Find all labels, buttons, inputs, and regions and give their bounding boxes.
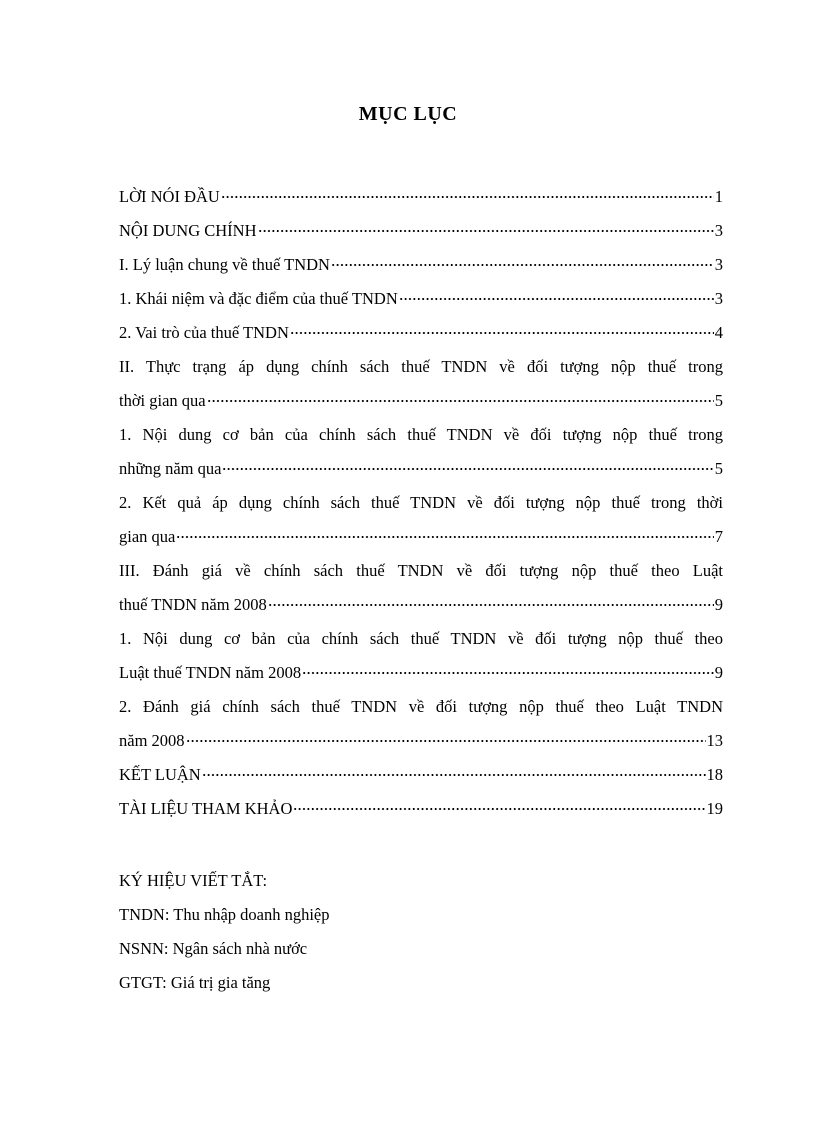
dot-leader: [290, 332, 714, 334]
dot-leader: [221, 196, 714, 198]
toc-entry-line: [119, 724, 723, 758]
abbreviation-list: [119, 864, 330, 1000]
toc-page-number: 7: [714, 527, 723, 546]
toc-entry-title-line: 1. Nội dung cơ bản của chính sách thuế TNDN về đối tượng nộp thuế theo: [119, 629, 723, 648]
toc-entry-title-line: II. Thực trạng áp dụng chính sách thuế TNDN về đối tượng nộp thuế trong: [119, 357, 723, 376]
toc-entry-title-line: III. Đánh giá về chính sách thuế TNDN về đối tượng nộp thuế theo Luật: [119, 561, 723, 580]
toc-entry-title: TÀI LIỆU THAM KHẢO: [119, 799, 293, 818]
dot-leader: [268, 604, 714, 606]
toc-entry-title-line: 2. Kết quả áp dụng chính sách thuế TNDN về đối tượng nộp thuế trong thời: [119, 493, 723, 512]
toc-entry-title: thời gian qua: [119, 391, 206, 410]
toc-entry[interactable]: [119, 622, 723, 690]
dot-leader: [207, 400, 714, 402]
toc-page-number: 3: [714, 221, 723, 240]
toc-entry-title: LỜI NÓI ĐẦU: [119, 187, 220, 206]
dot-leader: [293, 808, 705, 810]
dot-leader: [176, 536, 713, 538]
abbreviation-item: TNDN: Thu nhập doanh nghiệp: [119, 905, 330, 924]
abbreviation-item: GTGT: Giá trị gia tăng: [119, 973, 271, 992]
toc-entry-title: I. Lý luận chung về thuế TNDN: [119, 255, 330, 274]
toc-page-number: 9: [714, 663, 723, 682]
toc-entry-line: [119, 316, 723, 350]
toc-entry-line: [119, 214, 723, 248]
dot-leader: [399, 298, 714, 300]
toc-page-number: 3: [714, 255, 723, 274]
toc-page-number: 9: [714, 595, 723, 614]
abbreviation-item: NSNN: Ngân sách nhà nước: [119, 939, 308, 958]
toc-entry-line: [119, 792, 723, 826]
abbreviation-heading: KÝ HIỆU VIẾT TẮT:: [119, 871, 268, 890]
toc-page-number: 5: [714, 459, 723, 478]
toc-entry[interactable]: [119, 180, 723, 214]
toc-entry-title: gian qua: [119, 527, 176, 546]
toc-entry-title: KẾT LUẬN: [119, 765, 201, 784]
toc-entry-title: năm 2008: [119, 731, 185, 750]
toc-page-number: 5: [714, 391, 723, 410]
dot-leader: [258, 230, 714, 232]
toc-entry[interactable]: [119, 418, 723, 486]
toc-entry-line: [119, 180, 723, 214]
toc-entry[interactable]: [119, 690, 723, 758]
dot-leader: [202, 774, 706, 776]
toc-entry[interactable]: [119, 248, 723, 282]
page-title: MỤC LỤC: [358, 103, 458, 125]
toc-entry-title: Luật thuế TNDN năm 2008: [119, 663, 302, 682]
toc-entry-line: [119, 282, 723, 316]
toc-entry-title: thuế TNDN năm 2008: [119, 595, 267, 614]
toc-entry-title: NỘI DUNG CHÍNH: [119, 221, 257, 240]
toc-entry[interactable]: [119, 792, 723, 826]
toc-entry[interactable]: [119, 350, 723, 418]
toc-page-number: 3: [714, 289, 723, 308]
dot-leader: [331, 264, 714, 266]
toc-page-number: 4: [714, 323, 723, 342]
toc-entry[interactable]: [119, 282, 723, 316]
toc-entry-line: [119, 248, 723, 282]
toc-entry[interactable]: [119, 214, 723, 248]
toc-page-number: 13: [706, 731, 723, 750]
dot-leader: [186, 740, 706, 742]
toc-entry-title: 2. Vai trò của thuế TNDN: [119, 323, 289, 342]
table-of-contents: [119, 180, 723, 826]
toc-page-number: 19: [706, 799, 723, 818]
toc-entry[interactable]: [119, 486, 723, 554]
toc-entry-title: những năm qua: [119, 459, 222, 478]
toc-page-number: 1: [714, 187, 723, 206]
toc-entry-line: [119, 520, 723, 554]
toc-entry-line: [119, 656, 723, 690]
toc-entry-title-line: 2. Đánh giá chính sách thuế TNDN về đối tượng nộp thuế theo Luật TNDN: [119, 697, 723, 716]
toc-entry-title-line: 1. Nội dung cơ bản của chính sách thuế TNDN về đối tượng nộp thuế trong: [119, 425, 723, 444]
dot-leader: [222, 468, 713, 470]
toc-entry-line: [119, 758, 723, 792]
toc-entry-title: 1. Khái niệm và đặc điểm của thuế TNDN: [119, 289, 398, 308]
toc-entry[interactable]: [119, 758, 723, 792]
toc-entry-line: [119, 384, 723, 418]
dot-leader: [302, 672, 714, 674]
toc-entry-line: [119, 588, 723, 622]
toc-entry-line: [119, 452, 723, 486]
toc-entry[interactable]: [119, 316, 723, 350]
toc-entry[interactable]: [119, 554, 723, 622]
toc-page-number: 18: [706, 765, 723, 784]
